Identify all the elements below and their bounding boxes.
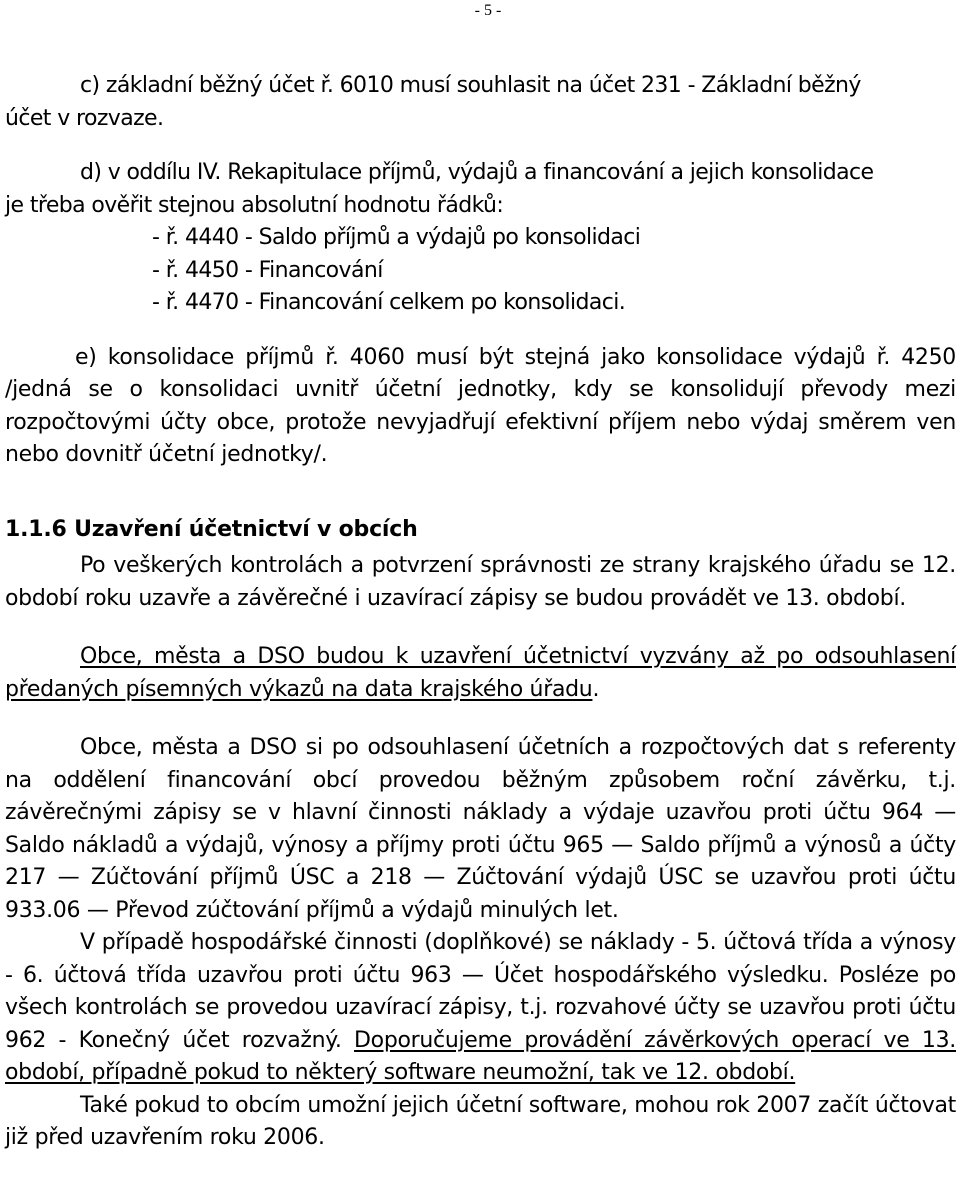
list-item: - ř. 4470 - Financování celkem po konsolidaci. <box>152 290 626 315</box>
paragraph-invitation-underlined: Obce, města a DSO budou k uzavření účetnictví vyzvány až po odsouhlasení předaných písemných výkazů na data krajského úřadu <box>5 644 956 702</box>
section-e <box>5 342 956 472</box>
page-number: - 5 - <box>474 2 502 19</box>
section-e-text: e) konsolidace příjmů ř. 4060 musí být stejná jako konsolidace výdajů ř. 4250 /jedná se o konsolidaci uvnitř účetní jednotky, kdy se konsolidují převody mezi rozpočtovými účty obce, protože nevyjadřují efektivní příjem nebo výdaj směrem ven nebo dovnitř účetní jednotky/. <box>5 344 956 467</box>
section-d-intro-2: je třeba ověřit stejnou absolutní hodnotu řádků: <box>5 192 504 218</box>
paragraph-closing <box>5 550 956 615</box>
list-item: - ř. 4450 - Financování <box>152 257 383 283</box>
section-c-line-1: c) základní běžný účet ř. 6010 musí souhlasit na účet 231 - Základní běžný <box>80 73 861 98</box>
section-d-intro-1: d) v oddílu IV. Rekapitulace příjmů, výdajů a financování a jejich konsolidace <box>80 160 874 185</box>
paragraph-business-activity-text: V případě hospodářské činnosti (doplňkové) se náklady - 5. účtová třída a výnosy - 6. účtová třída uzavřou proti účtu 963 — Účet hospodářského výsledku. Posléze po všech kontrolách se provedou uzavírací zápisy, t.j. rozvahové účty se uzavřou proti účtu 962 - Konečný účet rozvažný. <box>5 930 956 1053</box>
section-d <box>5 157 956 320</box>
paragraph-business-activity <box>5 927 956 1090</box>
paragraph-invitation <box>5 641 956 706</box>
section-heading: 1.1.6 Uzavření účetnictví v obcích <box>5 516 418 542</box>
paragraph-closing-text: Po veškerých kontrolách a potvrzení správnosti ze strany krajského úřadu se 12. období roku uzavře a závěrečné i uzavírací zápisy se budou provádět ve 13. období. <box>5 553 956 611</box>
spacer <box>5 135 956 157</box>
spacer <box>5 320 956 342</box>
paragraph-invitation-end: . <box>592 676 600 702</box>
paragraph-year-end-text: Obce, města a DSO si po odsouhlasení účetních a rozpočtových dat s referenty na oddělení financování obcí provedou běžným způsobem roční závěrku, t.j. závěrečnými zápisy se v hlavní činnosti náklady a výdaje uzavřou proti účtu 964 — Saldo nákladů a výdajů, výnosy a příjmy proti účtu 965 — Saldo příjmů a výnosů a účty 217 — Zúčtování příjmů ÚSC a 218 — Zúčtování výdajů ÚSC se uzavřou proti účtu 933.06 — Převod zúčtování příjmů a výdajů minulých let. <box>5 735 956 923</box>
section-c <box>5 70 956 135</box>
spacer <box>5 706 956 732</box>
section-c-line-2: účet v rozvaze. <box>5 105 164 131</box>
paragraph-software <box>5 1090 956 1155</box>
paragraph-software-text: Také pokud to obcím umožní jejich účetní software, mohou rok 2007 začít účtovat již před uzavřením roku 2006. <box>5 1092 956 1150</box>
document-body <box>5 70 956 1155</box>
list-item: - ř. 4440 - Saldo příjmů a výdajů po konsolidaci <box>152 225 641 250</box>
spacer <box>5 472 956 514</box>
spacer <box>5 615 956 641</box>
paragraph-year-end <box>5 732 956 927</box>
paragraph-recommendation: Doporučujeme provádění závěrkových operací ve 13. období, případně pokud to některý software neumožní, tak ve 12. období. <box>5 1027 956 1085</box>
